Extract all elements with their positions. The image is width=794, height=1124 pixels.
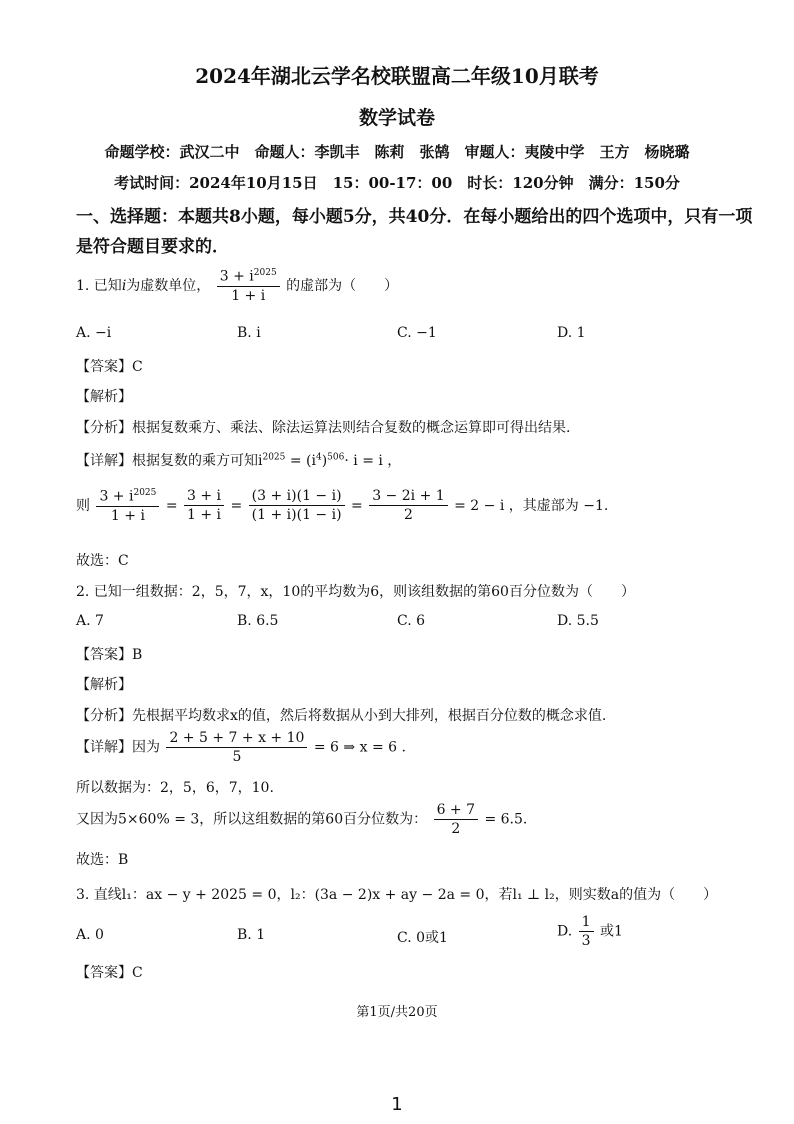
exam-info-line: 考试时间：2024年10月15日 15：00-17：00 时长：120分钟 满分：150分 — [114, 174, 680, 192]
q1-option-d: D. 1 — [557, 325, 586, 341]
q1-derivation: 则 $\frac{3 + i^{2025}}{1 + i}$ = $\frac{3 + i}{1 + i}$ = $\frac{(3 + i)(1 - i)}{(1 + i)(1 - i)}$ = $\frac{3 - 2i + 1}{2}$ = 2 − i ，其虚部为 −1. — [76, 488, 609, 524]
q1-detail: 【详解】根据复数的乘方可知$i^{2025} = (i^4)^{506}\cdot i = i$ ， — [76, 452, 402, 469]
q2-sorted: 所以数据为：2，5，6，7，10. — [76, 780, 274, 796]
q2-analysis-label: 【解析】 — [76, 677, 132, 693]
q3-answer: 【答案】C — [76, 965, 143, 981]
authors-line: 命题学校：武汉二中 命题人：李凯丰 陈莉 张鹄 审题人：夷陵中学 王方 杨晓璐 — [104, 143, 690, 161]
q3-option-b: B. 1 — [237, 927, 266, 943]
q3-option-c: C. 0或1 — [397, 930, 448, 946]
q1-option-b: B. i — [237, 325, 261, 341]
q1-analysis-label: 【解析】 — [76, 389, 132, 405]
q2-option-c: C. 6 — [397, 613, 426, 629]
section-heading-line2: 是符合题目要求的． — [76, 237, 229, 257]
exam-title: 2024年湖北云学名校联盟高二年级10月联考 — [195, 64, 599, 88]
q1-choice: 故选：C — [76, 553, 129, 569]
q2-detail: 【详解】因为 $\frac{2 + 5 + 7 + x + 10}{5}$ = 6 ⇒ x = 6 . — [76, 730, 406, 765]
q1-option-c: C. −1 — [397, 325, 437, 341]
q1-answer: 【答案】C — [76, 359, 143, 375]
q2-percentile: 又因为5×60% = 3，所以这组数据的第60百分位数为： $\frac{6 + 7}{2}$ = 6.5. — [76, 802, 528, 837]
q2-fenxi: 【分析】先根据平均数求x的值，然后将数据从小到大排列，根据百分位数的概念求值. — [76, 708, 607, 724]
q2-choice: 故选：B — [76, 852, 129, 868]
q2-option-b: B. 6.5 — [237, 613, 279, 629]
question-1-fraction: $\frac{3 + i^{2025}}{1 + i}$ — [217, 268, 280, 304]
q3-option-a: A. 0 — [76, 927, 104, 943]
q2-answer: 【答案】B — [76, 647, 143, 663]
q2-option-d: D. 5.5 — [557, 613, 599, 629]
subject-title: 数学试卷 — [358, 107, 435, 129]
section-heading-line1: 一、选择题：本题共8小题，每小题5分，共40分．在每小题给出的四个选项中，只有一项 — [76, 207, 753, 227]
q1-option-a: A. −i — [76, 325, 112, 341]
question-3-stem: 3. 直线l₁：ax − y + 2025 = 0，l₂：(3a − 2)x + ay − 2a = 0，若l₁ ⊥ l₂，则实数a的值为（ ） — [76, 887, 718, 903]
page-footer: 第1页/共20页 — [356, 1005, 438, 1020]
q3-option-d: D. $\frac{1}{3}$ 或1 — [557, 914, 623, 949]
question-1-stem: 1. 已知i为虚数单位， $\frac{3 + i^{2025}}{1 + i}$ 的虚部为（ ） — [76, 268, 399, 304]
q2-option-a: A. 7 — [76, 613, 104, 629]
question-2-stem: 2. 已知一组数据：2，5，7，x，10的平均数为6，则该组数据的第60百分位数为（ ） — [76, 584, 635, 600]
q1-fenxi: 【分析】根据复数乘方、乘法、除法运算法则结合复数的概念运算即可得出结果. — [76, 420, 571, 436]
page-number: 1 — [391, 1094, 403, 1115]
